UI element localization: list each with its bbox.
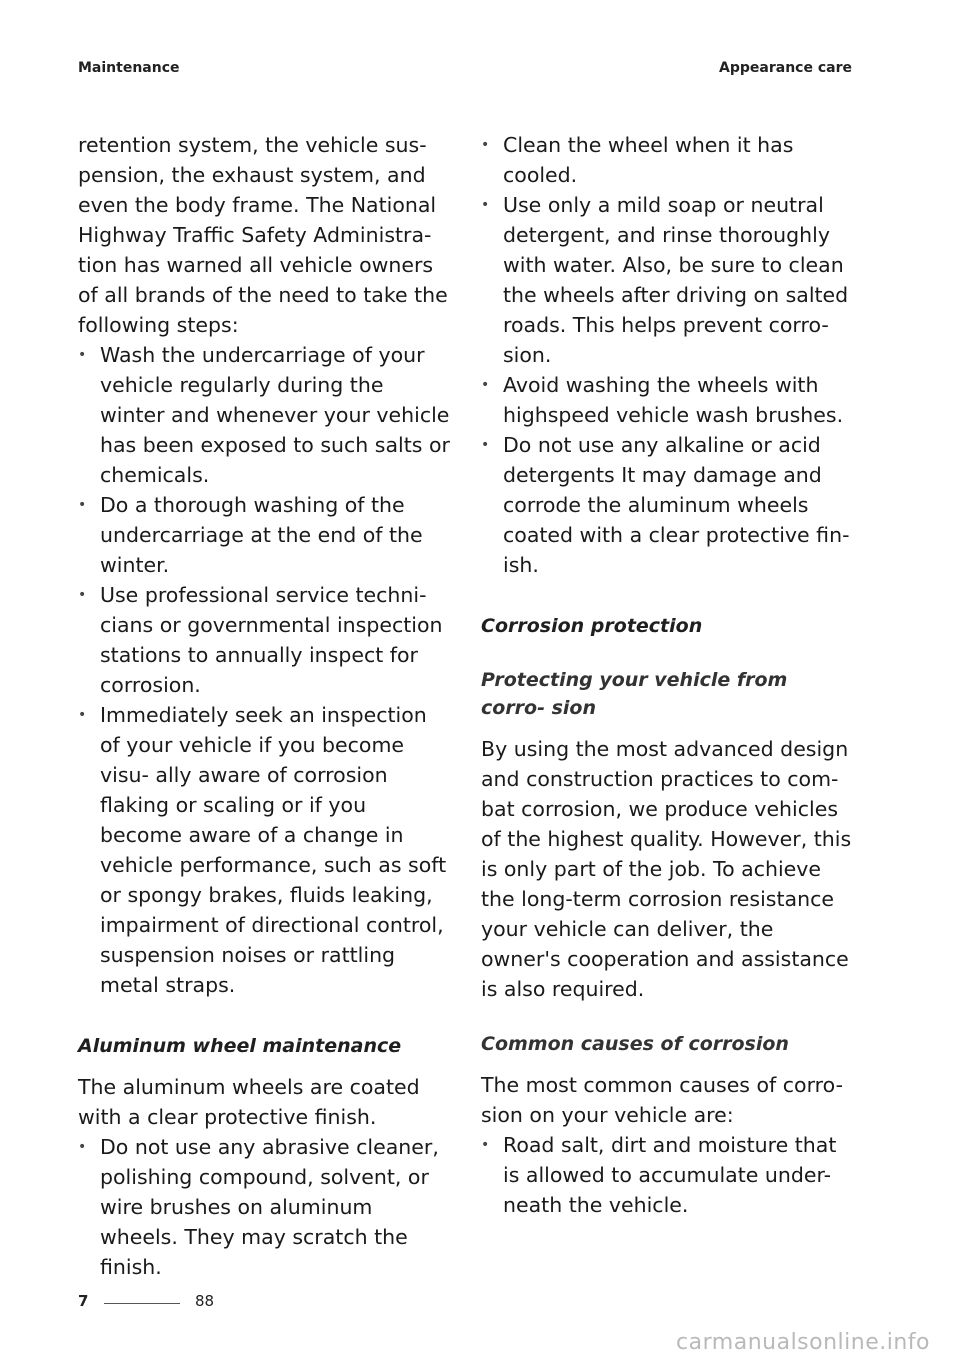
list-item: • Do not use any abrasive cleaner, polishing compound, solvent, or wire brushes on aluminum wheels. They may scratch the finish. <box>78 1132 450 1282</box>
right-column <box>481 130 853 1220</box>
list-item: • Use professional service techni- cians or governmental inspection stations to annually inspect for corrosion. <box>78 580 450 700</box>
left-column <box>78 130 450 1282</box>
intro-paragraph: retention system, the vehicle sus- pension, the exhaust system, and even the body frame. The National Highway Traffic Safety Administra- tion has warned all vehicle owners of all brands of the need to take the following steps: <box>78 133 448 337</box>
causes-intro: The most common causes of corro- sion on your vehicle are: <box>481 1073 843 1127</box>
aluminum-list <box>78 1132 450 1282</box>
list-item: • Use only a mild soap or neutral detergent, and rinse thoroughly with water. Also, be sure to clean the wheels after driving on salted roads. This helps prevent corro- sion. <box>481 190 853 370</box>
list-item: • Do a thorough washing of the undercarriage at the end of the winter. <box>78 490 450 580</box>
steps-list <box>78 340 450 1000</box>
subheading-causes: Common causes of corrosion <box>481 1033 789 1055</box>
list-item: • Road salt, dirt and moisture that is allowed to accumulate under- neath the vehicle. <box>481 1130 853 1220</box>
page-number: 88 <box>195 1292 215 1310</box>
running-header-section: Maintenance <box>78 60 180 76</box>
causes-list <box>481 1130 853 1220</box>
section-heading-corrosion: Corrosion protection <box>481 615 703 637</box>
list-item: • Clean the wheel when it has cooled. <box>481 130 853 190</box>
watermark: carmanualsonline.info <box>676 1330 930 1355</box>
list-item: • Wash the undercarriage of your vehicle regularly during the winter and whenever your vehicle has been exposed to such salts or chemicals. <box>78 340 450 490</box>
section-heading-aluminum: Aluminum wheel maintenance <box>78 1035 402 1057</box>
footer-divider <box>104 1303 180 1304</box>
subheading-protecting: Protecting your vehicle from corro- sion <box>481 669 788 719</box>
aluminum-intro: The aluminum wheels are coated with a clear protective finish. <box>78 1075 420 1129</box>
chapter-number: 7 <box>78 1292 89 1310</box>
protecting-paragraph: By using the most advanced design and construction practices to com- bat corrosion, we produce vehicles of the highest quality. However, this is only part of the job. To achieve the long-term corrosion resistance your vehicle can deliver, the owner's cooperation and assistance is also required. <box>481 737 852 1001</box>
wheel-care-list <box>481 130 853 580</box>
list-item: • Immediately seek an inspection of your vehicle if you become visu- ally aware of corrosion flaking or scaling or if you become aware of a change in vehicle performance, such as soft or spongy brakes, fluids leaking, impairment of directional control, suspension noises or rattling metal straps. <box>78 700 450 1000</box>
list-item: • Do not use any alkaline or acid detergents It may damage and corrode the aluminum wheels coated with a clear protective fin- ish. <box>481 430 853 580</box>
running-header-topic: Appearance care <box>719 60 852 76</box>
list-item: • Avoid washing the wheels with highspeed vehicle wash brushes. <box>481 370 853 430</box>
